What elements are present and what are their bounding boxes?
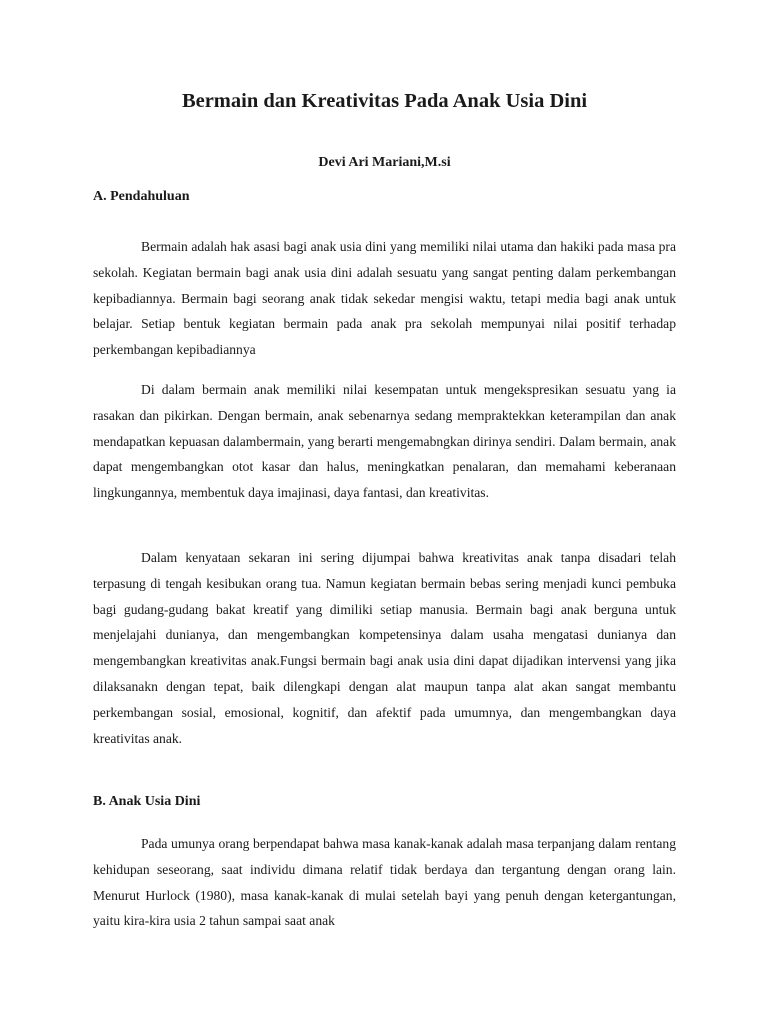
section-heading-anak-usia-dini: B. Anak Usia Dini [93,794,201,809]
paragraph: Pada umunya orang berpendapat bahwa masa kanak-kanak adalah masa terpanjang dalam rentang kehidupan seseorang, saat individu dimana relatif tidak berdaya dan tergantung dengan orang lain. Menurut Hurlock (1980), masa kanak-kanak di mulai setelah bayi yang penuh dengan ketergantungan, yaitu kira-kira usia 2 tahun sampai saat anak [93,836,676,929]
paragraph: Dalam kenyataan sekaran ini sering dijumpai bahwa kreativitas anak tanpa disadari telah terpasung di tengah kesibukan orang tua. Namun kegiatan bermain bebas sering menjadi kunci pembuka bagi gudang-gudang bakat kreatif yang dimiliki setiap manusia. Bermain bagi anak berguna untuk menjelajahi dunianya, dan mengembangkan kompetensinya dalam usaha mengatasi dunianya dan mengembangkan kreativitas anak.Fungsi bermain bagi anak usia dini dapat dijadikan intervensi yang jika dilaksanakn dengan tepat, baik dilengkapi dengan alat maupun tanpa alat akan sangat membantu perkembangan sosial, emosional, kognitif, dan afektif pada umumnya, dan mengembangkan daya kreativitas anak. [93,550,676,746]
paragraph: Di dalam bermain anak memiliki nilai kesempatan untuk mengekspresikan sesuatu yang ia rasakan dan pikirkan. Dengan bermain, anak sebenarnya sedang mempraktekkan keterampilan dan anak mendapatkan kepuasan dalambermain, yang berarti mengemabngkan dirinya sendiri. Dalam bermain, anak dapat mengembangkan otot kasar dan halus, meningkatkan penalaran, dan memahami keberanaan lingkungannya, membentuk daya imajinasi, daya fantasi, dan kreativitas. [93,382,676,501]
paragraph: Bermain adalah hak asasi bagi anak usia dini yang memiliki nilai utama dan hakiki pada masa pra sekolah. Kegiatan bermain bagi anak usia dini adalah sesuatu yang sangat penting dalam perkembangan kepibadiannya. Bermain bagi seorang anak tidak sekedar mengisi waktu, tetapi media bagi anak untuk belajar. Setiap bentuk kegiatan bermain pada anak pra sekolah mempunyai nilai positif terhadap perkembangan kepibadiannya [93,239,676,358]
section-heading-pendahuluan: A. Pendahuluan [93,189,190,204]
document-author: Devi Ari Mariani,M.si [318,155,451,170]
document-title: Bermain dan Kreativitas Pada Anak Usia Dini [181,90,588,112]
